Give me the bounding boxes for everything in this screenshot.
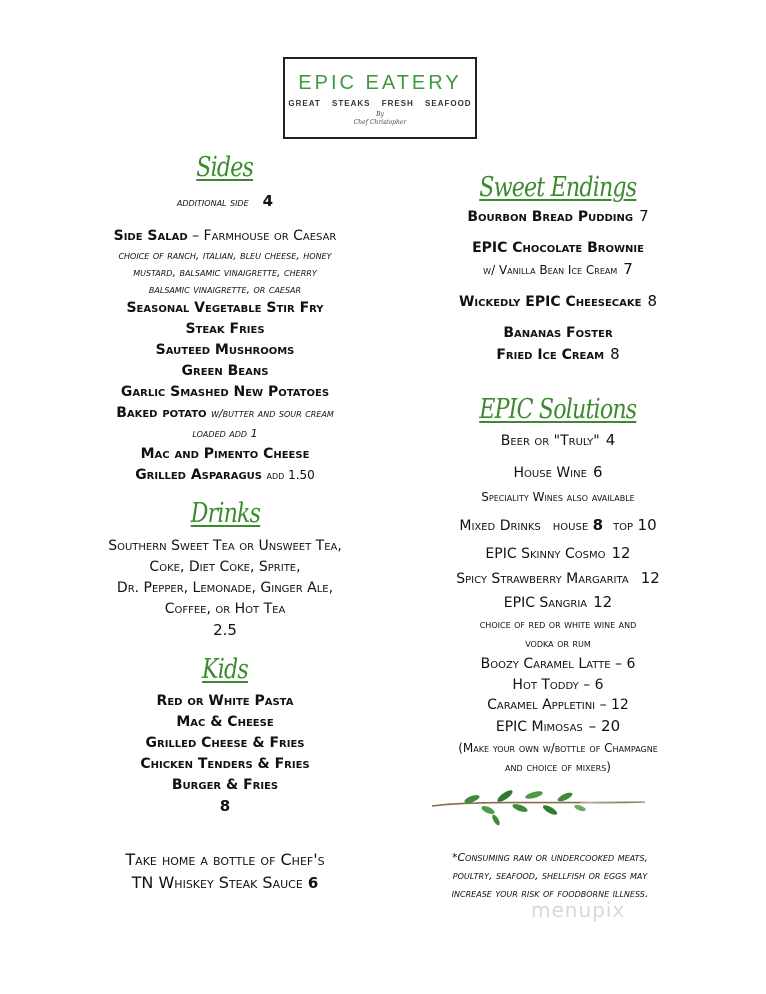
- sides-heading: Sides: [196, 152, 254, 183]
- kids-item: Grilled Cheese & Fries: [145, 735, 305, 751]
- epic-sangria: [393, 590, 723, 615]
- dessert-price: 7: [623, 260, 633, 278]
- spicy-margarita: [393, 567, 723, 590]
- disclaimer-line: increase your risk of foodborne illness.: [451, 887, 649, 900]
- drinks-line: Dr. Pepper, Lemonade, Ginger Ale,: [116, 580, 334, 596]
- drink-name: Spicy Strawberry Margarita: [456, 571, 629, 587]
- sauce-price: 6: [307, 874, 319, 892]
- steak-sauce-promo: [90, 848, 360, 895]
- drinks-price: 2.5: [213, 621, 237, 639]
- drinks-list: [60, 536, 390, 641]
- dessert-price: 8: [610, 345, 620, 363]
- brownie-note: [393, 259, 723, 281]
- drink-name: Mixed Drinks: [459, 518, 541, 534]
- side-item: Steak Fries: [185, 321, 265, 337]
- cheesecake: [393, 291, 723, 313]
- kids-item: Burger & Fries: [171, 777, 279, 793]
- drink-name: EPIC Mimosas: [495, 719, 583, 735]
- sangria-note-1: choice of red or white wine and: [479, 618, 637, 631]
- epic-solutions-section: [393, 394, 723, 425]
- sides-section: [60, 152, 390, 183]
- epic-solutions-list: [393, 430, 723, 776]
- drinks-line: Coke, Diet Coke, Sprite,: [149, 559, 301, 575]
- top-label: top: [613, 518, 634, 534]
- brownie-note-text: w/ Vanilla Bean Ice Cream: [483, 263, 618, 277]
- additional-side-price: 4: [262, 192, 274, 210]
- dessert-name: Bourbon Bread Pudding: [467, 209, 634, 225]
- drink-name: EPIC Skinny Cosmo: [485, 546, 606, 562]
- kids-item: Chicken Tenders & Fries: [140, 756, 310, 772]
- disclaimer-line: poultry, seafood, shellfish or eggs may: [452, 869, 648, 882]
- fried-ice-cream: [393, 344, 723, 366]
- dessert-name: EPIC Chocolate Brownie: [472, 240, 644, 256]
- dessert-price: 7: [639, 207, 649, 225]
- sides-list: [60, 190, 390, 486]
- vine-decoration: [430, 786, 650, 828]
- mimosas-note-1: (Make your own w/bottle of Champagne: [458, 741, 658, 755]
- baked-potato-desc: w/butter and sour cream: [210, 407, 334, 420]
- dessert-name: Fried Ice Cream: [496, 347, 605, 363]
- drink-price: 4: [605, 431, 616, 449]
- drink-item: Hot Toddy – 6: [512, 677, 604, 693]
- drink-name: EPIC Sangria: [503, 595, 588, 611]
- additional-side: [60, 190, 390, 214]
- baked-potato: [60, 403, 390, 424]
- restaurant-logo: [283, 57, 477, 139]
- logo-subtitle: GREAT STEAKS FRESH SEAFOOD: [288, 99, 472, 108]
- side-item: Sauteed Mushrooms: [155, 342, 295, 358]
- logo-by: By: [376, 111, 384, 118]
- salad-note-1: choice of ranch, italian, bleu cheese, honey: [118, 249, 332, 262]
- drink-price: 6: [592, 463, 603, 481]
- sweet-endings-heading: Sweet Endings: [479, 172, 637, 203]
- side-item: Seasonal Vegetable Stir Fry: [126, 300, 324, 316]
- drink-price: 12: [640, 569, 660, 587]
- logo-by-line: [285, 111, 475, 127]
- drink-name: Beer or "Truly": [500, 433, 600, 449]
- kids-section: [60, 654, 390, 685]
- mixed-drinks: [393, 510, 723, 541]
- skinny-cosmo: [393, 541, 723, 567]
- side-salad: [60, 226, 390, 247]
- side-item: Green Beans: [181, 363, 269, 379]
- house-label: house: [552, 518, 589, 534]
- house-price: 8: [592, 516, 604, 534]
- side-item: Garlic Smashed New Potatoes: [120, 384, 330, 400]
- sweet-endings-list: [393, 206, 723, 366]
- drink-price: – 20: [588, 717, 621, 735]
- sweet-endings-section: [393, 172, 723, 203]
- kids-heading: Kids: [202, 654, 248, 685]
- baked-potato-name: Baked potato: [116, 405, 207, 421]
- drinks-line: Southern Sweet Tea or Unsweet Tea,: [108, 538, 342, 554]
- epic-solutions-heading: EPIC Solutions: [479, 394, 637, 425]
- dessert-price: 8: [647, 292, 658, 310]
- sauce-line-2: [90, 871, 360, 895]
- side-salad-desc: – Farmhouse or Caesar: [192, 228, 337, 244]
- side-salad-name: Side Salad: [113, 228, 188, 244]
- sauce-name: TN Whiskey Steak Sauce: [131, 873, 303, 892]
- baked-potato-note: loaded add 1: [192, 427, 258, 440]
- top-price: 10: [637, 516, 657, 534]
- kids-price: 8: [219, 797, 231, 815]
- kids-item: Mac & Cheese: [176, 714, 274, 730]
- drink-item: Boozy Caramel Latte – 6: [480, 656, 636, 672]
- logo-title: EPIC EATERY: [298, 72, 462, 94]
- house-wine: [393, 462, 723, 484]
- menupix-watermark: menupix: [531, 898, 626, 922]
- additional-side-label: additional side: [176, 196, 249, 209]
- beer: [393, 430, 723, 452]
- logo-chef: Chef Christopher: [353, 119, 407, 126]
- drink-price: 12: [593, 593, 613, 611]
- sangria-note-2: vodka or rum: [525, 637, 591, 650]
- sauce-line-1: Take home a bottle of Chef's: [125, 850, 325, 869]
- disclaimer-line: *Consuming raw or undercooked meats,: [451, 851, 649, 864]
- salad-note-3: balsamic vinaigrette, or caesar: [148, 283, 302, 296]
- kids-item: Red or White Pasta: [156, 693, 294, 709]
- drinks-line: Coffee, or Hot Tea: [164, 601, 286, 617]
- drinks-section: [60, 498, 390, 529]
- bourbon-bread-pudding: [393, 206, 723, 228]
- drink-item: Caramel Appletini – 12: [487, 697, 629, 713]
- kids-list: [60, 691, 390, 817]
- food-safety-disclaimer: [405, 849, 695, 903]
- dessert-name: Wickedly EPIC Cheesecake: [458, 294, 642, 310]
- speciality-wines-note: Speciality Wines also available: [481, 490, 635, 504]
- side-item: Mac and Pimento Cheese: [140, 446, 310, 462]
- asparagus-name: Grilled Asparagus: [135, 467, 263, 483]
- epic-mimosas: [393, 716, 723, 738]
- salad-note-2: mustard, balsamic vinaigrette, cherry: [133, 266, 317, 279]
- drinks-heading: Drinks: [190, 498, 260, 529]
- dessert-name: Bananas Foster: [503, 325, 613, 341]
- drink-price: 12: [611, 544, 631, 562]
- asparagus-add: add 1.50: [266, 468, 315, 482]
- grilled-asparagus: [60, 465, 390, 486]
- drink-name: House Wine: [513, 465, 587, 481]
- mimosas-note-2: and choice of mixers): [505, 760, 611, 774]
